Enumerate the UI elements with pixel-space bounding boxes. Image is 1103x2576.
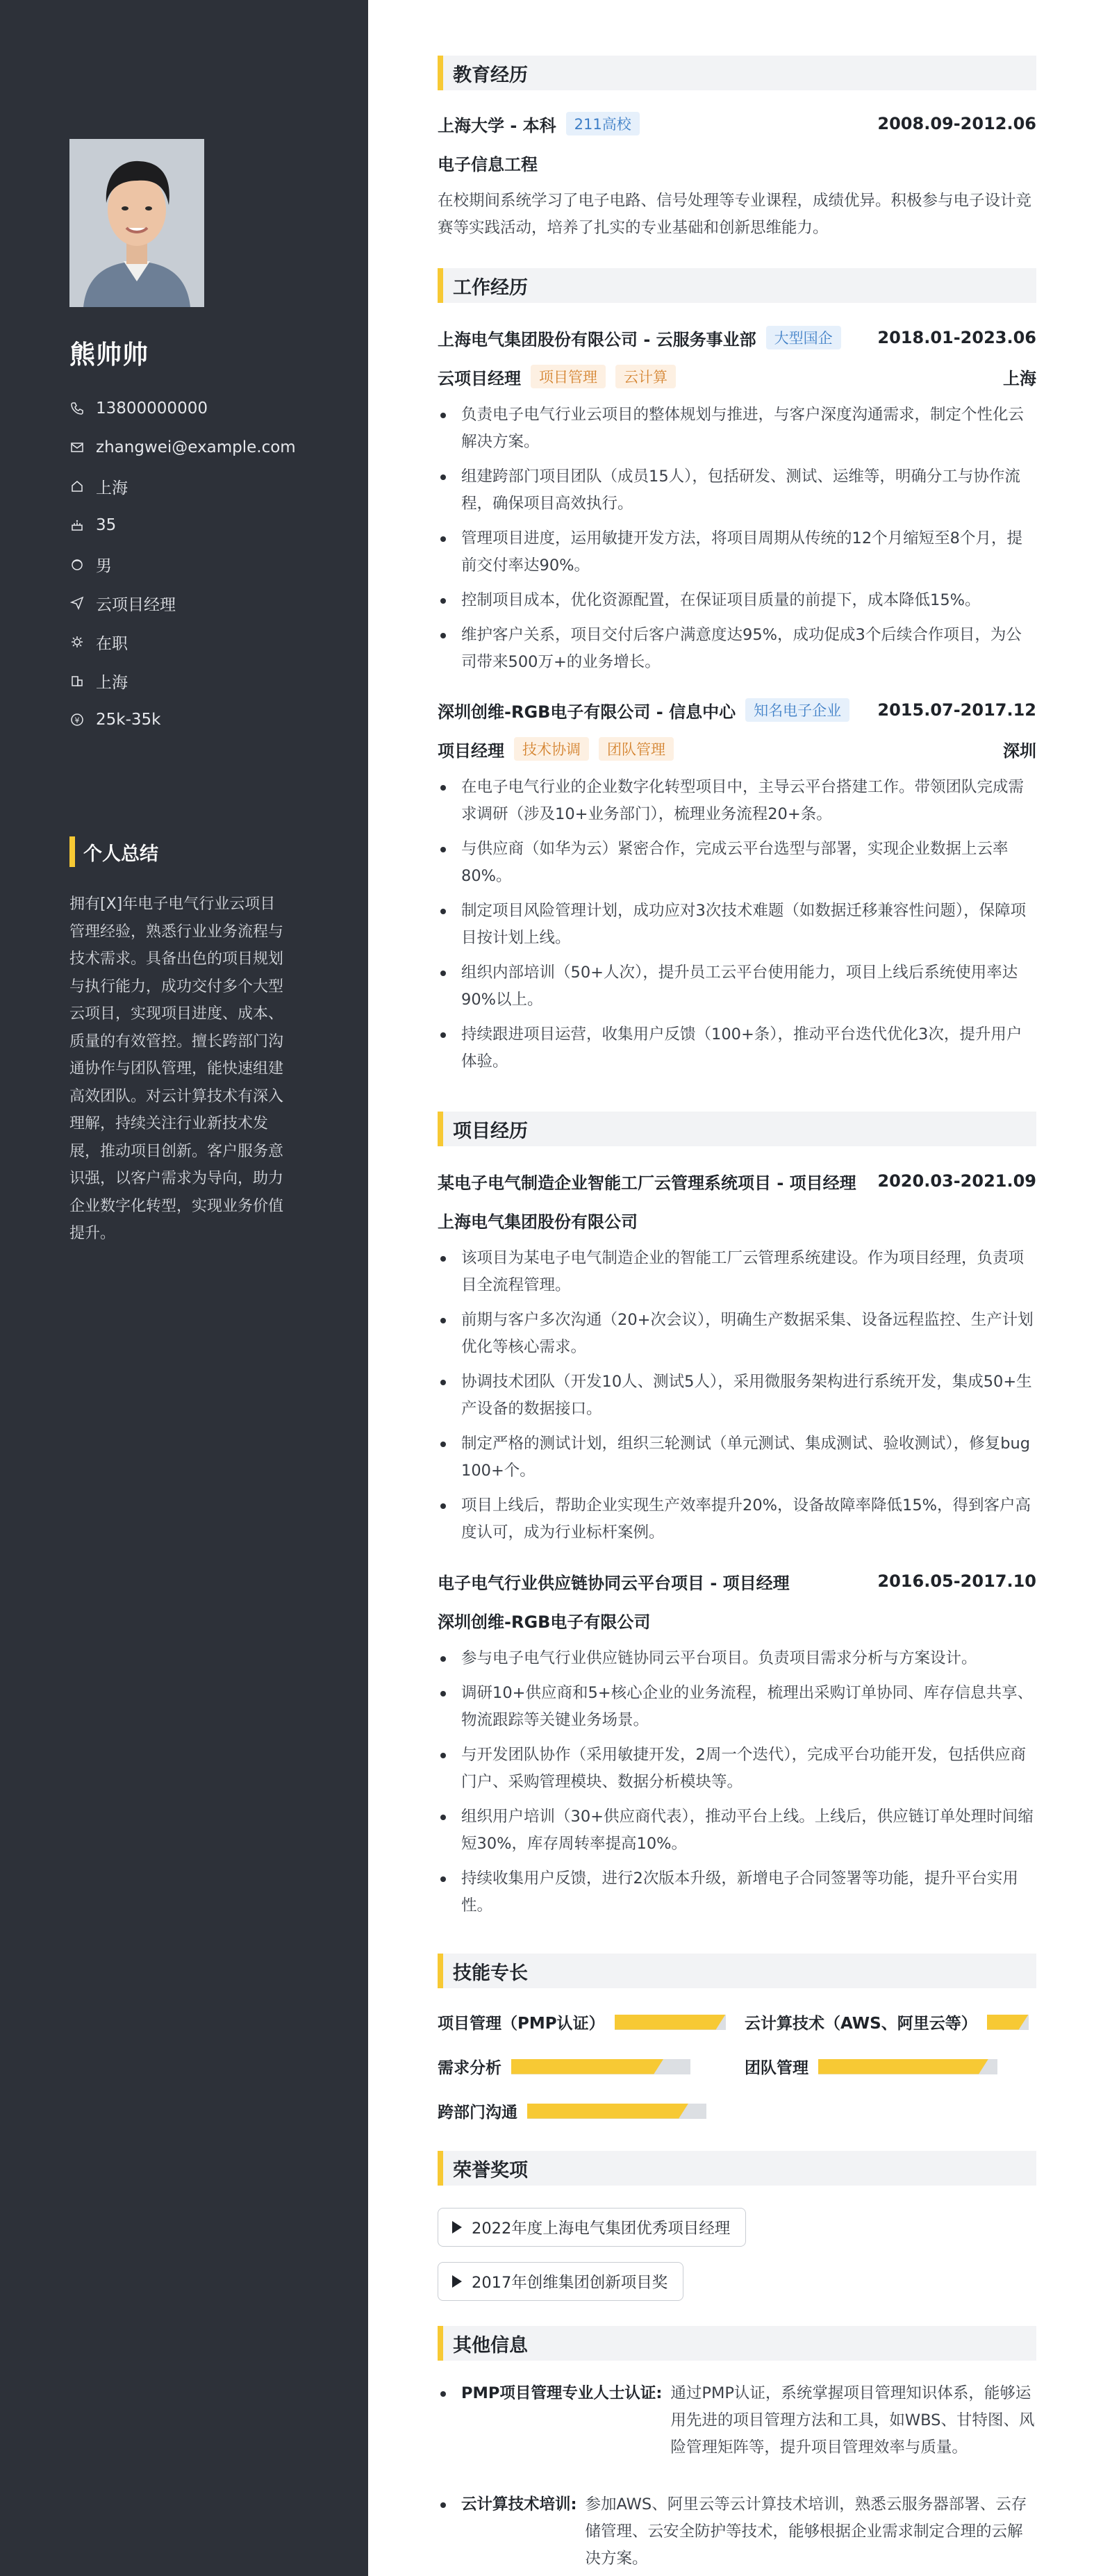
skill-level-fill [511,2059,663,2074]
phone-row [69,389,296,428]
accent-bar [438,1112,443,1146]
summary-title: 个人总结 [83,843,158,865]
triangle-right-icon [452,2221,462,2234]
job-city: 上海 [1003,368,1036,388]
award-text: 2017年创维集团创新项目奖 [472,2274,668,2292]
education-period: 2008.09-2012.06 [877,114,1036,133]
list-item: 前期与客户多次沟通（20+次会议），明确生产数据采集、设备远程监控、生产计划优化等核心需求。 [438,1307,1036,1361]
projects-section-header [438,1112,1036,1146]
position-row [69,584,296,622]
list-item: 管理项目进度，运用敏捷开发方法，将项目周期从传统的12个月缩短至8个月，提前交付率达90%。 [438,525,1036,579]
accent-bar [438,56,443,90]
position-text: 云项目经理 [96,595,176,614]
status-row [69,622,296,661]
skill-tag: 项目管理 [531,365,606,388]
position-icon [69,595,85,611]
phone-text[interactable]: 13800000000 [96,399,208,418]
skill-name: 团队管理 [745,2059,808,2077]
project-org-row [438,1608,1036,1633]
skill-level-bar [511,2059,690,2074]
skill-level-bar [818,2059,997,2074]
accent-bar [438,2151,443,2186]
phone-icon [69,401,85,416]
contact-info-list [69,389,296,739]
awards-title: 荣誉奖项 [453,2159,528,2181]
skill-item [438,2099,706,2122]
home-icon [69,479,85,494]
award-text: 2022年度上海电气集团优秀项目经理 [472,2220,731,2238]
list-item: 与供应商（如华为云）紧密合作，完成云平台选型与部署，实现企业数据上云率80%。 [438,836,1036,890]
status-text: 在职 [96,634,128,653]
age-row [69,506,296,545]
project-period: 2020.03-2021.09 [877,1171,1036,1191]
project-name-row [438,1569,1036,1594]
other-item [438,2380,1036,2461]
skill-level-bar [615,2015,726,2030]
skill-level-fill [527,2104,688,2119]
list-item: 该项目为某电子电气制造企业的智能工厂云管理系统建设。作为项目经理，负责项目全流程管理。 [438,1245,1036,1299]
work-title: 工作经历 [453,276,528,299]
summary-heading [69,836,158,867]
company-tag: 知名电子企业 [745,698,849,722]
skill-tag: 团队管理 [599,737,674,761]
project-bullets [438,1645,1036,1927]
school-tag: 211高校 [566,112,640,135]
skill-tag: 云计算 [615,365,676,388]
company-tag: 大型国企 [766,326,841,349]
education-title: 教育经历 [453,64,528,86]
job-role-row [438,364,1036,389]
skill-name: 需求分析 [438,2059,501,2077]
skill-item [745,2011,1029,2033]
triangle-right-icon [452,2275,462,2288]
job-period: 2018.01-2023.06 [877,328,1036,347]
skills-title: 技能专长 [453,1962,528,1984]
email-text[interactable]: zhangwei@example.com [96,438,296,456]
skill-level-fill [987,2015,1029,2030]
job-company: 深圳创维-RGB电子有限公司 - 信息中心 [438,702,736,722]
mail-icon [69,440,85,455]
awards-section-header [438,2151,1036,2186]
job-city: 深圳 [1003,741,1036,761]
salary-text: 25k-35k [96,711,161,729]
skill-level-fill [818,2059,988,2074]
education-description: 在校期间系统学习了电子电路、信号处理等专业课程，成绩优异。积极参与电子设计竞赛等实践活动，培养了扎实的专业基础和创新思维能力。 [438,192,1032,237]
list-item: 持续跟进项目运营，收集用户反馈（100+条），推动平台迭代优化3次，提升用户体验。 [438,1021,1036,1075]
list-item: 组织内部培训（50+人次），提升员工云平台使用能力，项目上线后系统使用率达90%以上。 [438,959,1036,1014]
job-bullets [438,774,1036,1083]
sidebar [0,0,368,2576]
project-name-row [438,1169,1036,1194]
accent-bar [69,836,75,867]
skill-item [438,2055,690,2078]
project-bullets [438,1245,1036,1554]
skill-tag: 技术协调 [514,737,589,761]
award-item[interactable] [438,2208,746,2247]
projects-title: 项目经历 [453,1120,528,1142]
salary-row [69,700,296,739]
project-org-row [438,1207,1036,1232]
project-org: 上海电气集团股份有限公司 [438,1212,638,1232]
job-role: 云项目经理 [438,368,521,388]
list-item: 控制项目成本，优化资源配置，在保证项目质量的前提下，成本降低15%。 [438,587,1036,614]
accent-bar [438,268,443,303]
candidate-name: 熊帅帅 [69,340,149,370]
education-section-header [438,56,1036,90]
summary-text: 拥有[X]年电子电气行业云项目管理经验，熟悉行业业务流程与技术需求。具备出色的项目规划与执行能力，成功交付多个大型云项目，实现项目进度、成本、质量的有效管控。擅长跨部门沟通协作与团队管理，能快速组建高效团队。对云计算技术有深入理解，持续关注行业新技术发展，推动项目创新。客户服务意识强，以客户需求为导向，助力企业数字化转型，实现业务价值提升。 [69,895,284,1242]
list-item: 参与电子电气行业供应链协同云平台项目。负责项目需求分析与方案设计。 [438,1645,1036,1672]
age-icon [69,518,85,533]
list-item: 与开发团队协作（采用敏捷开发，2周一个迭代），完成平台功能开发，包括供应商门户、采购管理模块、数据分析模块等。 [438,1742,1036,1796]
avatar-photo [69,139,204,307]
job-company: 上海电气集团股份有限公司 - 云服务事业部 [438,329,756,349]
job-period: 2015.07-2017.12 [877,700,1036,720]
gender-row [69,545,296,584]
location-row [69,467,296,506]
project-name: 电子电气行业供应链协同云平台项目 - 项目经理 [438,1573,790,1593]
list-item: 项目上线后，帮助企业实现生产效率提升20%，设备故障率降低15%，得到客户高度认可，成为行业标杆案例。 [438,1492,1036,1546]
other-item-value: 通过PMP认证，系统掌握项目管理知识体系，能够运用先进的项目管理方法和工具，如WBS、甘特图、风险管理矩阵等，提升项目管理效率与质量。 [670,2384,1035,2457]
location-text: 上海 [96,479,128,497]
bullet-dot [438,2491,461,2573]
status-icon [69,634,85,650]
project-name: 某电子电气制造企业智能工厂云管理系统项目 - 项目经理 [438,1173,856,1193]
other-item-key: 云计算技术培训: [461,2495,577,2513]
skill-name: 项目管理（PMP认证） [438,2015,605,2033]
city-icon [69,673,85,688]
list-item: 调研10+供应商和5+核心企业的业务流程，梳理出采购订单协同、库存信息共享、物流跟踪等关键业务场景。 [438,1680,1036,1734]
work-section-header [438,268,1036,303]
target-city-row [69,661,296,700]
major-row [438,150,1036,175]
other-title: 其他信息 [453,2334,528,2356]
target-city-text: 上海 [96,673,128,692]
project-period: 2016.05-2017.10 [877,1571,1036,1591]
list-item: 负责电子电气行业云项目的整体规划与推进，与客户深度沟通需求，制定个性化云解决方案。 [438,402,1036,456]
skills-section-header [438,1954,1036,1988]
skill-name: 跨部门沟通 [438,2104,517,2122]
gender-icon [69,556,85,572]
other-item-value: 参加AWS、阿里云等云计算技术培训，熟悉云服务器部署、云存储管理、云安全防护等技术，能够根据企业需求制定合理的云解决方案。 [585,2495,1027,2568]
other-item [438,2491,1036,2573]
job-role-row [438,736,1036,761]
gender-text: 男 [96,556,112,575]
skill-level-fill [615,2015,726,2030]
other-item-key: PMP项目管理专业人士认证: [461,2384,663,2402]
skill-item [745,2055,997,2078]
skill-level-bar [527,2104,706,2119]
list-item: 组建跨部门项目团队（成员15人），包括研发、测试、运维等，明确分工与协作流程，确保项目高效执行。 [438,463,1036,518]
bullet-dot [438,2380,461,2461]
job-bullets [438,402,1036,684]
list-item: 组织用户培训（30+供应商代表），推动平台上线。上线后，供应链订单处理时间缩短30%，库存周转率提高10%。 [438,1803,1036,1858]
salary-icon [69,712,85,727]
job-role: 项目经理 [438,741,504,761]
skill-item [438,2011,726,2033]
age-text: 35 [96,516,117,534]
accent-bar [438,1954,443,1988]
list-item: 制定严格的测试计划，组织三轮测试（单元测试、集成测试、验收测试），修复bug 100+个。 [438,1430,1036,1485]
job-company-row [438,325,1036,350]
list-item: 在电子电气行业的企业数字化转型项目中，主导云平台搭建工作。带领团队完成需求调研（涉及10+业务部门），梳理业务流程20+条。 [438,774,1036,828]
other-section-header [438,2326,1036,2361]
list-item: 维护客户关系，项目交付后客户满意度达95%，成功促成3个后续合作项目，为公司带来500万+的业务增长。 [438,622,1036,676]
list-item: 制定项目风险管理计划，成功应对3次技术难题（如数据迁移兼容性问题），保障项目按计划上线。 [438,898,1036,952]
education-row [438,111,1036,136]
list-item: 持续收集用户反馈，进行2次版本升级，新增电子合同签署等功能，提升平台实用性。 [438,1865,1036,1919]
email-row [69,428,296,467]
award-item[interactable] [438,2262,683,2301]
skill-name: 云计算技术（AWS、阿里云等） [745,2015,977,2033]
svg-text:¥: ¥ [74,716,80,725]
skill-level-bar [987,2015,1029,2030]
project-org: 深圳创维-RGB电子有限公司 [438,1612,651,1632]
major-name: 电子信息工程 [438,154,538,174]
accent-bar [438,2326,443,2361]
job-company-row [438,697,1036,723]
list-item: 协调技术团队（开发10人、测试5人），采用微服务架构进行系统开发，集成50+生产设备的数据接口。 [438,1369,1036,1423]
school-name: 上海大学 - 本科 [438,115,556,135]
